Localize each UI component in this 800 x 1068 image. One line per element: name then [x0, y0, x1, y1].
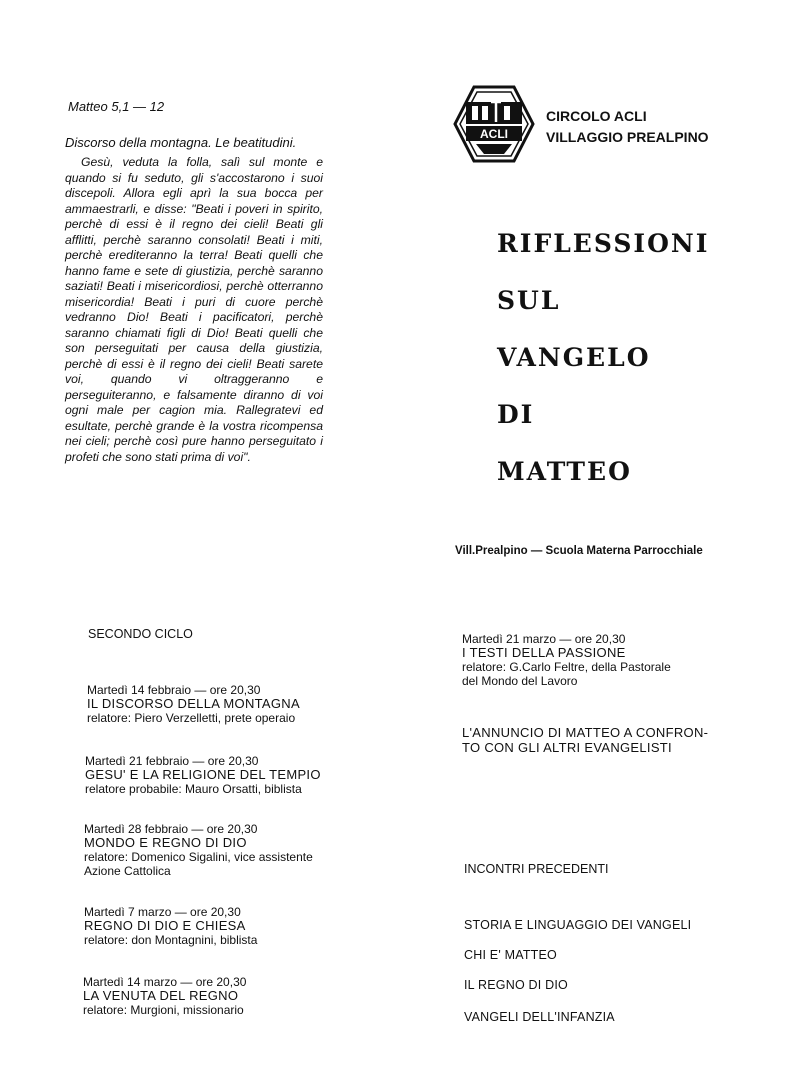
event-topic: LA VENUTA DEL REGNO: [83, 988, 239, 1003]
event-date: Martedì 21 marzo — ore 20,30: [462, 632, 626, 646]
event-date: Martedì 14 marzo — ore 20,30: [83, 975, 247, 989]
title-line: RIFLESSIONI: [497, 229, 710, 258]
organization-name: [546, 106, 709, 148]
event-date: Martedì 14 febbraio — ore 20,30: [87, 683, 261, 697]
event-speaker: relatore probabile: Mauro Orsatti, biblista: [85, 782, 302, 796]
previous-meeting-item: STORIA E LINGUAGGIO DEI VANGELI: [464, 918, 692, 932]
event-speaker: relatore: Murgioni, missionario: [83, 1003, 244, 1017]
event-speaker-cont: del Mondo del Lavoro: [462, 674, 578, 688]
event-topic: REGNO DI DIO E CHIESA: [84, 918, 246, 933]
event-speaker-cont: Azione Cattolica: [84, 864, 171, 878]
event-speaker: relatore: Domenico Sigalini, vice assistente: [84, 850, 313, 864]
logo-text: ACLI: [480, 127, 508, 141]
previous-meeting-item: IL REGNO DI DIO: [464, 978, 568, 992]
event-speaker: relatore: Piero Verzelletti, prete operaio: [87, 711, 296, 725]
passage-subtitle: Discorso della montagna. Le beatitudini.: [65, 135, 297, 150]
event-topic: IL DISCORSO DELLA MONTAGNA: [87, 696, 300, 711]
event-item: [83, 975, 246, 1017]
previous-meeting-item: VANGELI DELL'INFANZIA: [464, 1010, 615, 1024]
event-topic: MONDO E REGNO DI DIO: [84, 835, 247, 850]
org-line-1: CIRCOLO ACLI: [546, 108, 647, 124]
event-item: [84, 905, 257, 947]
title-line: DI: [497, 400, 535, 429]
event-date: Martedì 28 febbraio — ore 20,30: [84, 822, 258, 836]
title-line: SUL: [497, 286, 561, 315]
previous-meetings-heading: INCONTRI PRECEDENTI: [464, 862, 609, 876]
cycle-heading: SECONDO CICLO: [88, 627, 193, 641]
acli-emblem-icon: [452, 84, 536, 164]
main-title: [497, 215, 709, 500]
event-date: Martedì 7 marzo — ore 20,30: [84, 905, 241, 919]
event-topic: GESU' E LA RELIGIONE DEL TEMPIO: [85, 767, 321, 782]
event-date: Martedì 21 febbraio — ore 20,30: [85, 754, 259, 768]
venue: Vill.Prealpino — Scuola Materna Parrocchiale: [455, 545, 703, 557]
scripture-reference: Matteo 5,1 — 12: [68, 99, 165, 114]
event-speaker: relatore: don Montagnini, biblista: [84, 933, 258, 947]
event-item: [84, 822, 313, 878]
announcement-line-1: L'ANNUNCIO DI MATTEO A CONFRON-: [462, 725, 709, 740]
event-item: [85, 754, 321, 796]
org-line-2: VILLAGGIO PREALPINO: [546, 129, 709, 145]
scripture-passage: Gesù, veduta la folla, salì sul monte e quando si fu seduto, gli s'accostarono i suoi discepoli. Allora egli aprì la sua bocca per ammaestrarli, e disse: "Beati i poveri in spirito, perchè di essi è il regno dei cieli! Beati gli afflitti, perchè saranno consolati! Beati i miti, perchè erediteranno la terra! Beati quelli che hanno fame e sete di giustizia, perchè saranno saziati! Beati i misericordiosi, perchè otterranno misericordia! Beati i puri di cuore perchè vedranno Dio! Beati i pacificatori, perchè saranno chiamati figli di Dio! Beati quelli che son perseguitati per causa della giustizia, perchè di essi è il regno dei cieli! Beati sarete voi, quando vi oltraggeranno e perseguiteranno, e falsamente diranno di voi ogni male per cagion mia. Rallegratevi ed esultate, perchè grande è la vostra ricompensa nei cieli; perchè così pure hanno perseguitato i profeti che sono stati prima di voi".: [65, 155, 323, 464]
title-line: VANGELO: [497, 343, 651, 372]
event-item: [87, 683, 300, 725]
previous-meeting-item: CHI E' MATTEO: [464, 948, 557, 962]
event-speaker: relatore: G.Carlo Feltre, della Pastorale: [462, 660, 671, 674]
announcement: [462, 725, 708, 755]
announcement-line-2: TO CON GLI ALTRI EVANGELISTI: [462, 740, 672, 755]
title-line: MATTEO: [497, 457, 632, 486]
event-topic: I TESTI DELLA PASSIONE: [462, 645, 626, 660]
event-item: [462, 632, 671, 688]
